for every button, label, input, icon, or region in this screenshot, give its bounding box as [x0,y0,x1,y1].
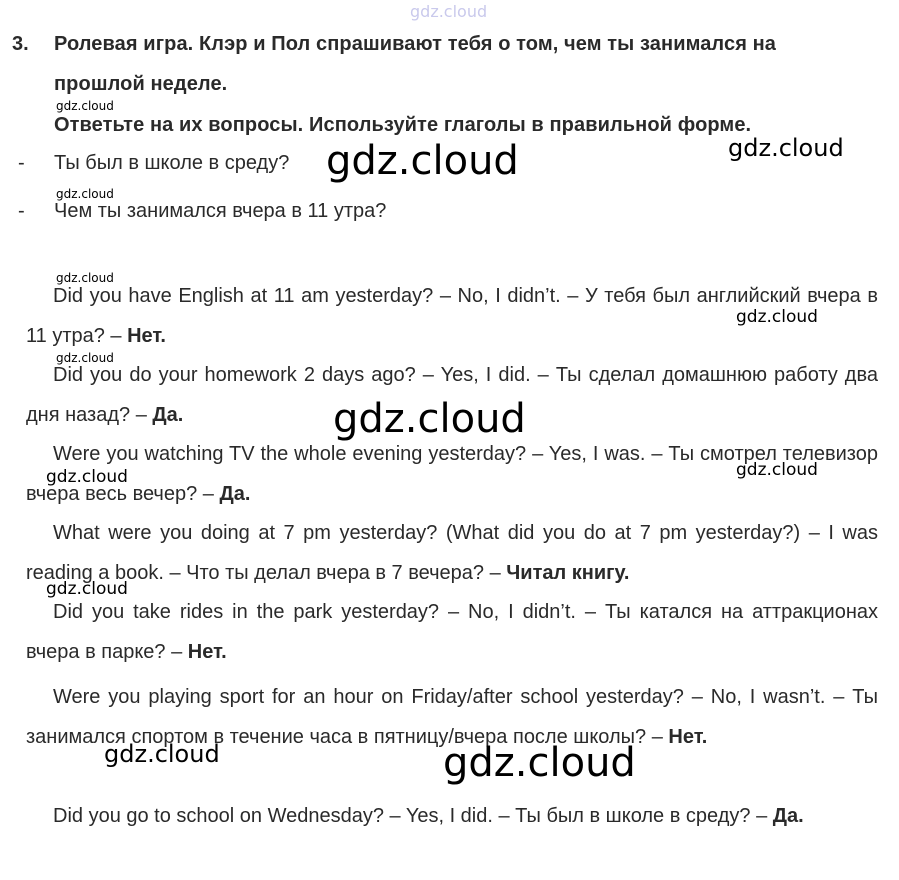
watermark: gdz.cloud [56,271,114,285]
task-heading-line2: прошлой неделе. [54,73,228,95]
bullet-dash: - [18,152,25,174]
answer-text: Did you go to school on Wednesday? – Yes, I did. – Ты был в школе в среду? – [53,805,768,827]
answer-short: Читал книгу. [506,562,630,584]
answer-short: Да. [219,483,251,505]
watermark: gdz.cloud [56,351,114,365]
bullet-dash: - [18,200,25,222]
bullet-text: Ты был в школе в среду? [54,152,290,174]
watermark: gdz.cloud [46,467,128,487]
watermark: gdz.cloud [410,2,488,21]
answer-short: Нет. [187,641,227,663]
watermark: gdz.cloud [56,187,114,201]
watermark: gdz.cloud [56,99,114,113]
task-heading-line3: Ответьте на их вопросы. Используйте глаголы в правильной форме. [54,114,752,136]
watermark: gdz.cloud [333,396,526,442]
answer-text: Did you have English at 11 am yesterday? – No, I didn’t. – У тебя был английский вчера в 11 утра? – [26,285,878,347]
answer-paragraph [26,513,878,593]
watermark: gdz.cloud [46,579,128,599]
answer-short: Нет. [668,726,708,748]
answer-short: Да. [772,805,804,827]
watermark: gdz.cloud [728,134,844,162]
watermark: gdz.cloud [104,740,220,768]
answer-short: Да. [152,404,184,426]
answer-paragraph [26,796,878,836]
answer-text: Were you watching TV the whole evening yesterday? – Yes, I was. – Ты смотрел телевизор вчера весь вечер? – [26,443,878,505]
watermark: gdz.cloud [443,740,636,786]
answer-text: Did you do your homework 2 days ago? – Yes, I did. – Ты сделал домашнюю работу два дня назад? – [26,364,878,426]
answer-text: Did you take rides in the park yesterday? – No, I didn’t. – Ты катался на аттракционах вчера в парке? – [26,601,878,663]
answer-paragraph [26,592,878,672]
watermark: gdz.cloud [326,138,519,184]
watermark: gdz.cloud [736,307,818,327]
answer-text: What were you doing at 7 pm yesterday? (What did you do at 7 pm yesterday?) – I was reading a book. – Что ты делал вчера в 7 вечера? – [26,522,878,584]
bullet-text: Чем ты занимался вчера в 11 утра? [54,200,387,222]
task-number: 3. [12,33,29,55]
answer-text: Were you playing sport for an hour on Friday/after school yesterday? – No, I wasn’t. – Ты занимался спортом в течение часа в пятницу/вчера после школы? – [26,686,878,748]
watermark: gdz.cloud [736,460,818,480]
answer-short: Нет. [127,325,166,347]
task-heading-line1: Ролевая игра. Клэр и Пол спрашивают тебя о том, чем ты занимался на [54,33,777,55]
